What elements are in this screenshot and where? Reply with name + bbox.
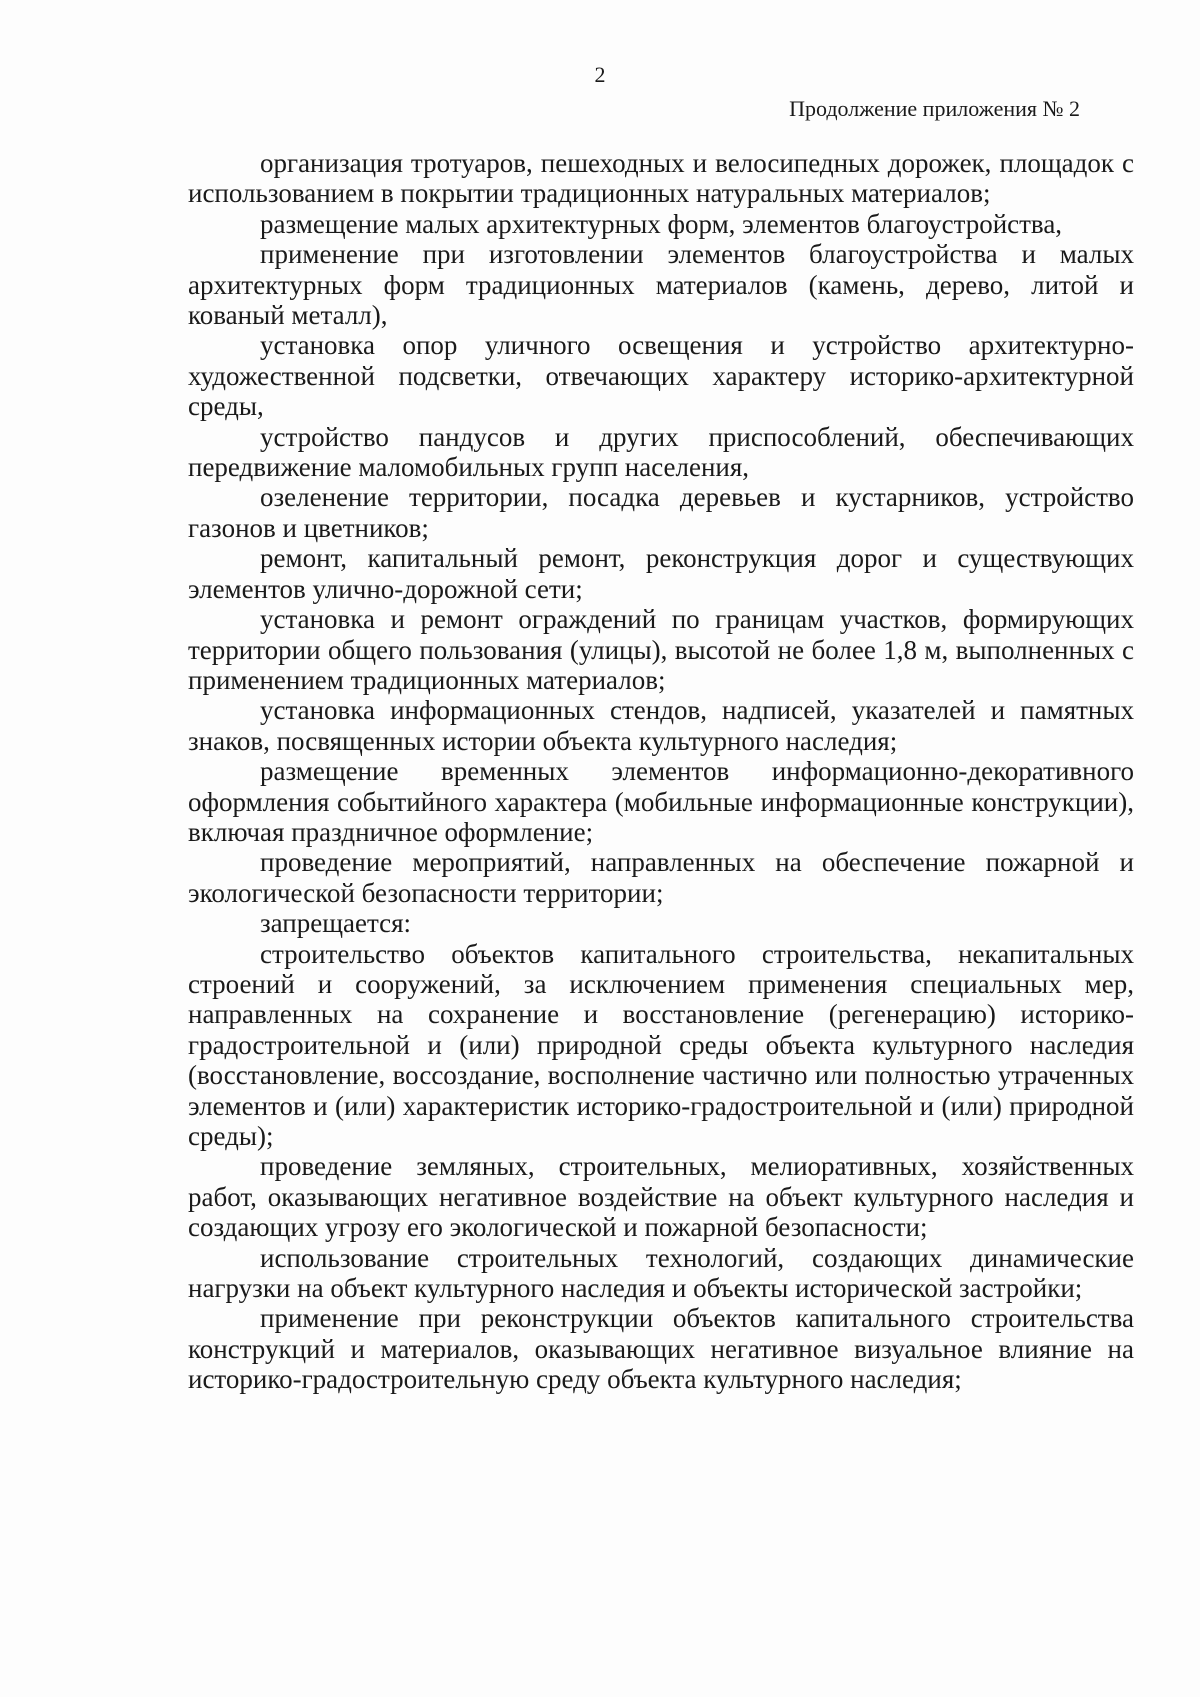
paragraph-fire-safety: проведение мероприятий, направленных на обеспечение пожарной и экологической безопасности территории; <box>188 847 1134 908</box>
page-number: 2 <box>594 62 606 87</box>
paragraph-landscaping: озеленение территории, посадка деревьев и кустарников, устройство газонов и цветников; <box>188 482 1134 543</box>
paragraph-construction-ban: строительство объектов капитального строительства, некапитальных строений и сооружений, за исключением применения специальных мер, направленных на сохранение и восстановление (регенерацию) историко-градостроительной и (или) природной среды объекта культурного наследия (восстановление, воссоздание, восполнение частично или полностью утраченных элементов и (или) характеристик историко-градостроительной и (или) природной среды); <box>188 938 1134 1151</box>
paragraph-traditional-materials: применение при изготовлении элементов благоустройства и малых архитектурных форм традиционных материалов (камень, дерево, литой и кованый металл), <box>188 239 1134 331</box>
paragraph-prohibited-heading: запрещается: <box>260 908 412 939</box>
paragraph-small-forms: размещение малых архитектурных форм, элементов благоустройства, <box>260 208 1063 239</box>
paragraph-info-stands: установка информационных стендов, надписей, указателей и памятных знаков, посвященных истории объекта культурного наследия; <box>188 695 1134 756</box>
appendix-continuation-note: Продолжение приложения № 2 <box>789 96 1080 121</box>
paragraph-street-lighting: установка опор уличного освещения и устройство архитектурно-художественной подсветки, отвечающих характеру историко-архитектурной среды, <box>188 330 1134 422</box>
paragraph-road-repair: ремонт, капитальный ремонт, реконструкция дорог и существующих элементов улично-дорожной сети; <box>188 543 1134 604</box>
paragraph-dynamic-loads-ban: использование строительных технологий, создающих динамические нагрузки на объект культурного наследия и объекты исторической застройки; <box>188 1242 1134 1304</box>
paragraph-fences: установка и ремонт ограждений по границам участков, формирующих территории общего пользования (улицы), высотой не более 1,8 м, выполненных с применением традиционных материалов; <box>188 604 1134 695</box>
paragraph-earthworks-ban: проведение земляных, строительных, мелиоративных, хозяйственных работ, оказывающих негативное воздействие на объект культурного наследия и создающих угрозу его экологической и пожарной безопасности; <box>188 1151 1134 1243</box>
document-body <box>188 148 1134 1395</box>
paragraph-temporary-decor: размещение временных элементов информационно-декоративного оформления событийного характера (мобильные информационные конструкции), включая праздничное оформление; <box>188 756 1134 847</box>
paragraph-visual-impact-ban: применение при реконструкции объектов капитального строительства конструкций и материалов, оказывающих негативное визуальное влияние на историко-градостроительную среду объекта культурного наследия; <box>188 1303 1134 1395</box>
paragraph-sidewalks: организация тротуаров, пешеходных и велосипедных дорожек, площадок с использованием в покрытии традиционных натуральных материалов; <box>188 148 1134 209</box>
paragraph-ramps: устройство пандусов и других приспособлений, обеспечивающих передвижение маломобильных групп населения, <box>188 421 1134 483</box>
